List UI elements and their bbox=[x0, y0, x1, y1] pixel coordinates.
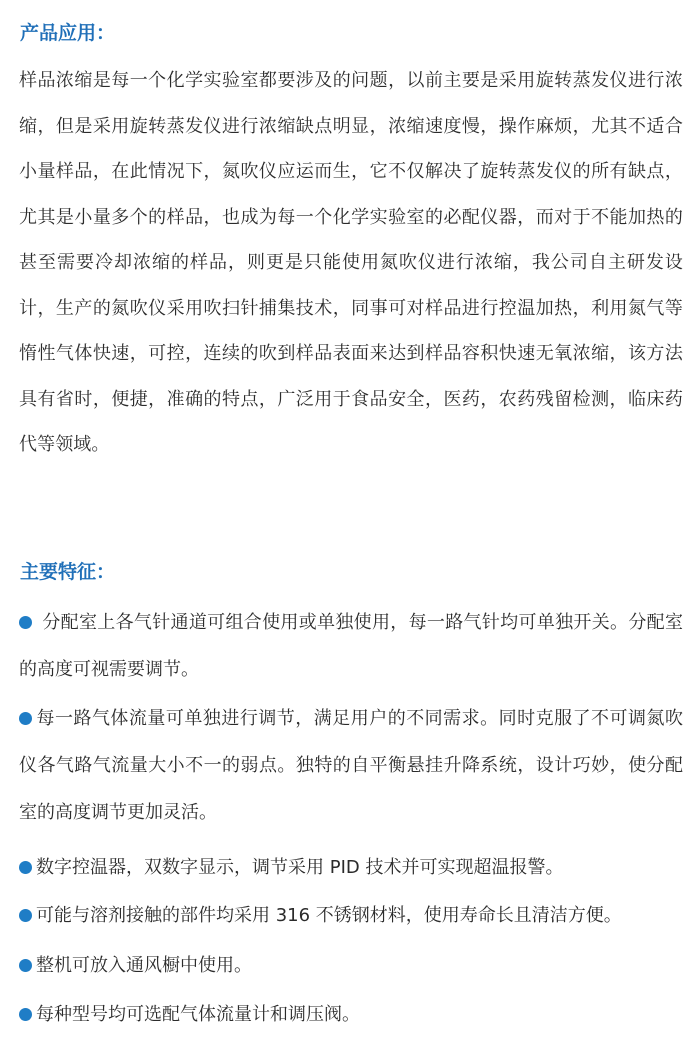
feature-text: 可能与溶剂接触的部件均采用 316 不锈钢材料，使用寿命长且清洁方便。 bbox=[36, 905, 622, 926]
bullet-icon bbox=[19, 712, 32, 725]
feature-item bbox=[19, 695, 683, 836]
feature-item bbox=[19, 844, 683, 891]
feature-text: 每种型号均可选配气体流量计和调压阀。 bbox=[36, 1004, 360, 1025]
bullet-icon bbox=[19, 616, 32, 629]
feature-item bbox=[19, 942, 683, 989]
bullet-icon bbox=[19, 909, 32, 922]
application-heading: 产品应用： bbox=[20, 22, 116, 44]
feature-item bbox=[19, 991, 683, 1038]
application-paragraph: 样品浓缩是每一个化学实验室都要涉及的问题，以前主要是采用旋转蒸发仪进行浓缩，但是采用旋转蒸发仪进行浓缩缺点明显，浓缩速度慢，操作麻烦，尤其不适合小量样品，在此情况下，氮吹仪应运而生，它不仅解决了旋转蒸发仪的所有缺点，尤其是小量多个的样品，也成为每一个化学实验室的必配仪器，而对于不能加热的甚至需要冷却浓缩的样品，则更是只能使用氮吹仪进行浓缩，我公司自主研发设计，生产的氮吹仪采用吹扫针捕集技术，同事可对样品进行控温加热，利用氮气等惰性气体快速，可控，连续的吹到样品表面来达到样品容积快速无氧浓缩，该方法具有省时，便捷，准确的特点，广泛用于食品安全，医药，农药残留检测，临床药代等领域。 bbox=[19, 70, 683, 455]
feature-text: 分配室上各气针通道可组合使用或单独使用，每一路气针均可单独开关。分配室的高度可视需要调节。 bbox=[19, 612, 683, 680]
feature-item bbox=[19, 599, 683, 693]
bullet-icon bbox=[19, 959, 32, 972]
feature-text: 整机可放入通风橱中使用。 bbox=[36, 955, 252, 976]
feature-text: 每一路气体流量可单独进行调节，满足用户的不同需求。同时克服了不可调氮吹仪各气路气流量大小不一的弱点。独特的自平衡悬挂升降系统，设计巧妙，使分配室的高度调节更加灵活。 bbox=[19, 708, 683, 823]
bullet-icon bbox=[19, 1008, 32, 1021]
features-heading: 主要特征： bbox=[20, 561, 116, 583]
feature-text: 数字控温器，双数字显示，调节采用 PID 技术并可实现超温报警。 bbox=[36, 857, 564, 878]
bullet-icon bbox=[19, 861, 32, 874]
feature-item bbox=[19, 892, 683, 939]
